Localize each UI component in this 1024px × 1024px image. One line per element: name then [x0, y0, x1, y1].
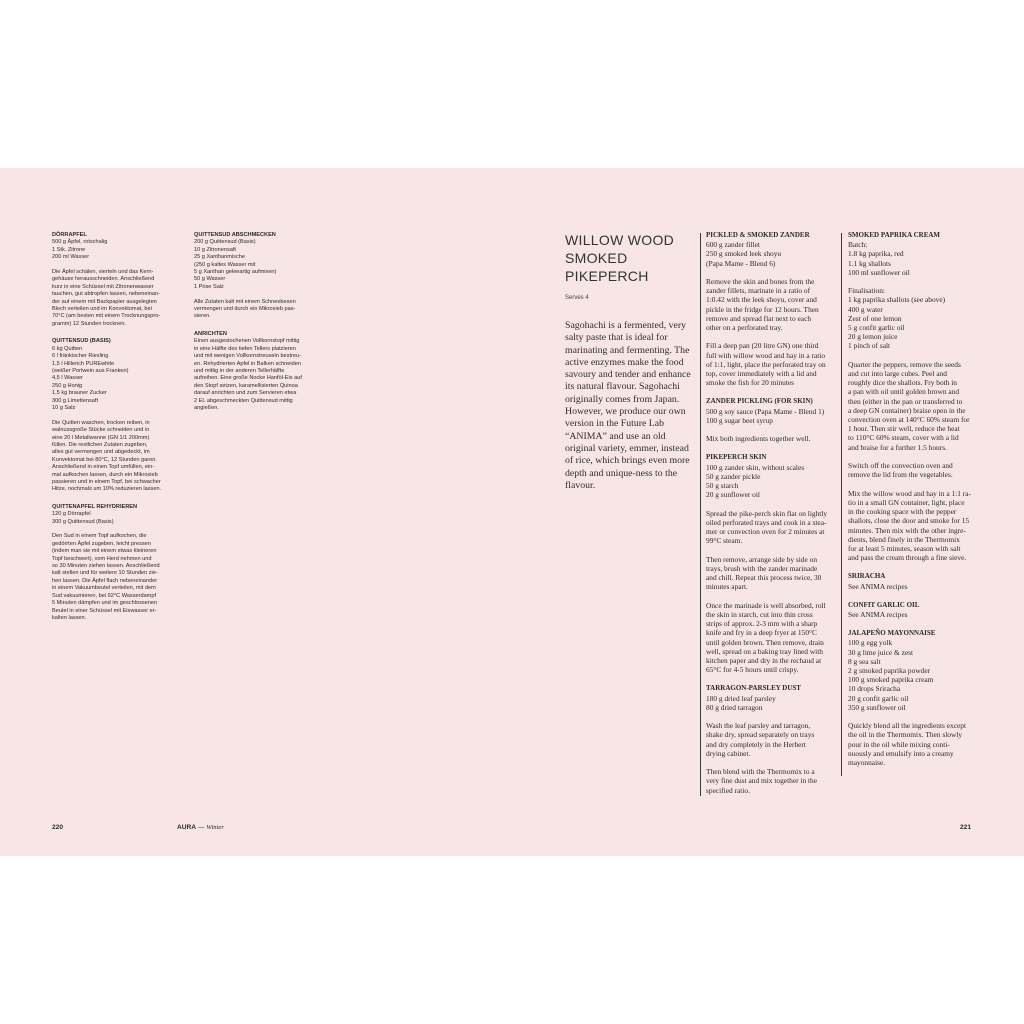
recipe-section — [52, 232, 187, 328]
recipe-section — [706, 397, 836, 443]
section-heading: DÖRRAPFEL — [52, 232, 87, 238]
section-body: See ANIMA recipes — [848, 581, 908, 591]
column-rule-1 — [700, 233, 701, 796]
page-number-right: 221 — [960, 824, 972, 831]
serves-label: Serves 4 — [565, 295, 589, 301]
section-heading: QUITTENSUD (BASIS) — [52, 338, 111, 345]
section-body: Einen ausgestochenen Vollkornstopf mittig in eine Hälfte des tiefen Tellers platzieren und mit wenigen Vollkornstreuseln bestreu- en. Rehydrierten Apfel in Balken schneiden und mittig in der anderen Tellerhälfte aufreihen. Eine große Nocke Hanföl-Eis auf den Stopf setzen, karamellisierten Quinoa darauf anrichten und zum Servieren etwa 2 EL abgeschmeckten Quittensud mittig angießen. — [194, 338, 302, 411]
left-column-1 — [52, 232, 187, 632]
recipe-title: WILLOW WOOD SMOKED PIKEPERCH — [565, 232, 675, 284]
running-footer — [177, 824, 224, 831]
section-heading: CONFIT GARLIC OIL — [848, 600, 920, 609]
recipe-section — [706, 453, 836, 674]
recipe-section — [848, 231, 978, 562]
section-heading: PIKEPERCH SKIN — [706, 453, 767, 462]
section-body: 500 g Äpfel, rotschalig 1 Stk. Zitrone 200 ml Wasser Die Äpfel schälen, vierteln und das Kern- gehäuse herausschneiden. Anschließend kurz in eine Schüssel mit Zitronenwasser tauchen, gut abtropfen lassen, nebeneinan- der auf einem mit Backpapier ausgelegten Blech verteilen und im Konvektomat, bei 70°C (am besten mit einem Trocknungspro- gramm) 12 Stunden trocknen. — [52, 239, 161, 327]
section-body: 600 g zander fillet 250 g smoked leek shoyu (Papa Mame - Blend 6) Remove the skin and bones from the zander fillets, marinate in a ratio of 1:0.42 with the leek shoyu, cover and pickle in the fridge for 12 hours. Then remove and spread flat next to each other on a perforated tray. Fill a deep pan (20 litre GN) one third full with willow wood and hay in a ratio of 1:1, light, place the perforated tray on top, cover immediately with a lid and smoke the fish for 20 minutes — [706, 240, 826, 388]
footer-brand: AURA — [177, 824, 197, 831]
footer-season: Winter — [206, 824, 224, 831]
section-body: See ANIMA recipes — [848, 609, 908, 619]
recipe-section — [848, 601, 978, 619]
section-heading: QUITTENSUD ABSCHMECKEN — [194, 232, 276, 238]
section-heading: QUITTENAPFEL REHYDRIEREN — [52, 503, 138, 510]
recipe-section — [52, 504, 187, 623]
recipe-section — [848, 572, 978, 590]
recipe-section — [706, 684, 836, 794]
section-heading: ZANDER PICKLING (FOR SKIN) — [706, 397, 813, 406]
section-body: 100 g zander skin, without scales 50 g zander pickle 50 g starch 20 g sunflower oil Spread the pike-perch skin flat on lightly oiled perforated trays and cook in a stea- mer or convection oven for 2 minutes at 99°C steam. Then remove, arrange side by side on trays, brush with the zander marinade and chill. Repeat this process twice, 30 minutes apart. Once the marinade is well absorbed, roll the skin in starch, cut into thin cross strips of approx. 2-3 mm with a sharp knife and fry in a deep fryer at 150°C until golden brown. Then remove, drain well, spread on a baking tray lined with kitchen paper and dry in the rechaud at 65°C for 4-5 hours until crispy. — [706, 462, 828, 675]
section-heading: JALAPEÑO MAYONNAISE — [848, 629, 936, 638]
left-column-2 — [194, 232, 334, 422]
section-body: 500 g soy sauce (Papa Mame - Blend 1) 100 g sugar beet syrup Mix both ingredients together well. — [706, 406, 825, 444]
section-heading: SMOKED PAPRIKA CREAM — [848, 231, 941, 239]
section-body: 180 g dried leaf parsley 80 g dried tarragon Wash the leaf parsley and tarragon, shake dry, spread separately on trays and dry completely in the Herbert drying cabinet. Then blend with the Thermomix to a very fine dust and mix together in the specified ratio. — [706, 693, 818, 795]
section-heading: TARRAGON-PARSLEY DUST — [706, 684, 801, 693]
section-body: 200 g Quittensud (Basis) 10 g Zitronensaft 25 g Xanthanmische (250 g kaltes Wasser mit 5 g Xanthan geleeartig aufmixen) 50 g Wasser 1 Prise Salz Alle Zutaten kalt mit einem Schneebesen vermengen und durch ein Mikrosieb pas- sieren. — [194, 239, 296, 320]
right-column-2 — [848, 231, 978, 777]
recipe-section — [194, 232, 334, 321]
section-heading: PICKLED & SMOKED ZANDER — [706, 231, 810, 239]
section-body: 100 g egg yolk 30 g lime juice & zest 8 g sea salt 2 g smoked paprika powder 100 g smoked paprika cream 10 drops Sriracha 20 g confit garlic oil 350 g sunflower oil Quickly blend all the ingredients except the oil in the Thermomix. Then slowly pour in the oil while mixing conti- nuously and emulsify into a creamy mayonnaise. — [848, 638, 967, 767]
column-rule-2 — [841, 233, 842, 776]
section-heading: ANRICHTEN — [194, 330, 227, 337]
right-column-1 — [706, 231, 836, 805]
footer-dash: — — [196, 824, 207, 831]
section-body: 120 g Dörrapfel 300 g Quittensud (Basis) Den Sud in einem Topf aufkochen, die gedörrten Äpfel zugeben, leicht pressen (indem man sie mit einem etwas kleineren Topf beschwert), vom Herd nehmen und so 30 Minuten ziehen lassen. Anschließend kalt stellen und für weitere 10 Stunden zie- hen lassen. Die Äpfel flach nebeneinander in einem Vakuumbeutel verteilen, mit dem Sud vakuumieren, bei 92°C Wasserdampf 5 Minuten dämpfen und im geschlossenen Beutel in einer Schüssel mit Eiswasser er- kalten lassen. — [52, 511, 160, 621]
recipe-section — [52, 338, 187, 494]
section-body: 6 kg Quitten 6 l fränkischer Riesling 1,5 l Hillerich PUREwhite (weißer Portwein aus Franken) 4,5 l Wasser 250 g Honig 1,5 kg brauner Zucker 300 g Limettensaft 10 g Salz Die Quitten waschen, trocken reiben, in walnussgroße Stücke schneiden und in eine 20 l Metallwanne (GN 1/1 200mm) füllen. Die restlichen Zutaten zugeben, alles gut vermengen und abgedeckt, im Konvektomat bei 80°C, 12 Stunden garen. Anschließend in einen Topf umfüllen, ein- mal aufkochen lassen, durch ein Mikrosieb passieren und in einem Topf, bei schwacher Hitze, nochmals um 10% reduzieren lassen. — [52, 345, 162, 493]
recipe-section — [194, 331, 334, 412]
recipe-section — [706, 231, 836, 387]
section-body: Batch: 1.8 kg paprika, red 1.1 kg shallots 100 ml sunflower oil Finalisation: 1 kg paprika shallots (see above) 400 g water Zest of one lemon 5 g confit garlic oil 20 g lemon juice 1 pinch of salt Quarter the peppers, remove the seeds and cut into large cubes. Peel and roughly dice the shallots. Fry both in a pan with oil until golden brown and then (either in the pan or transferred to a deep GN container) braise open in the convection oven at 140°C 60% steam for 1 hour. Then stir well, reduce the heat to 110°C 60% steam, cover with a lid and braise for a further 1.5 hours. Switch off the convection oven and remove the lid from the vegetables. Mix the willow wood and hay in a 1:1 ra- tio in a small GN container, light, place in the cooking space with the pepper shallots, close the door and smoke for 15 minutes. Then mix with the other ingre- dients, blend finely in the Thermomix for at least 5 minutes, season with salt and pass the cream through a fine sieve. — [848, 240, 971, 563]
intro-paragraph: Sagohachi is a fermented, very salty paste that is ideal for marinating and fermenting. The active enzymes make the food savoury and tender and enhance its natural flavour. Sagohachi originally comes from Japan. However, we produce our own version in the Future Lab “ANIMA” and use an old original variety, emmer, instead of rice, which brings even more depth and unique-ness to the flavour. — [565, 320, 691, 491]
section-heading: SRIRACHA — [848, 572, 886, 581]
page-number-left: 220 — [52, 824, 64, 831]
recipe-section — [848, 629, 978, 767]
